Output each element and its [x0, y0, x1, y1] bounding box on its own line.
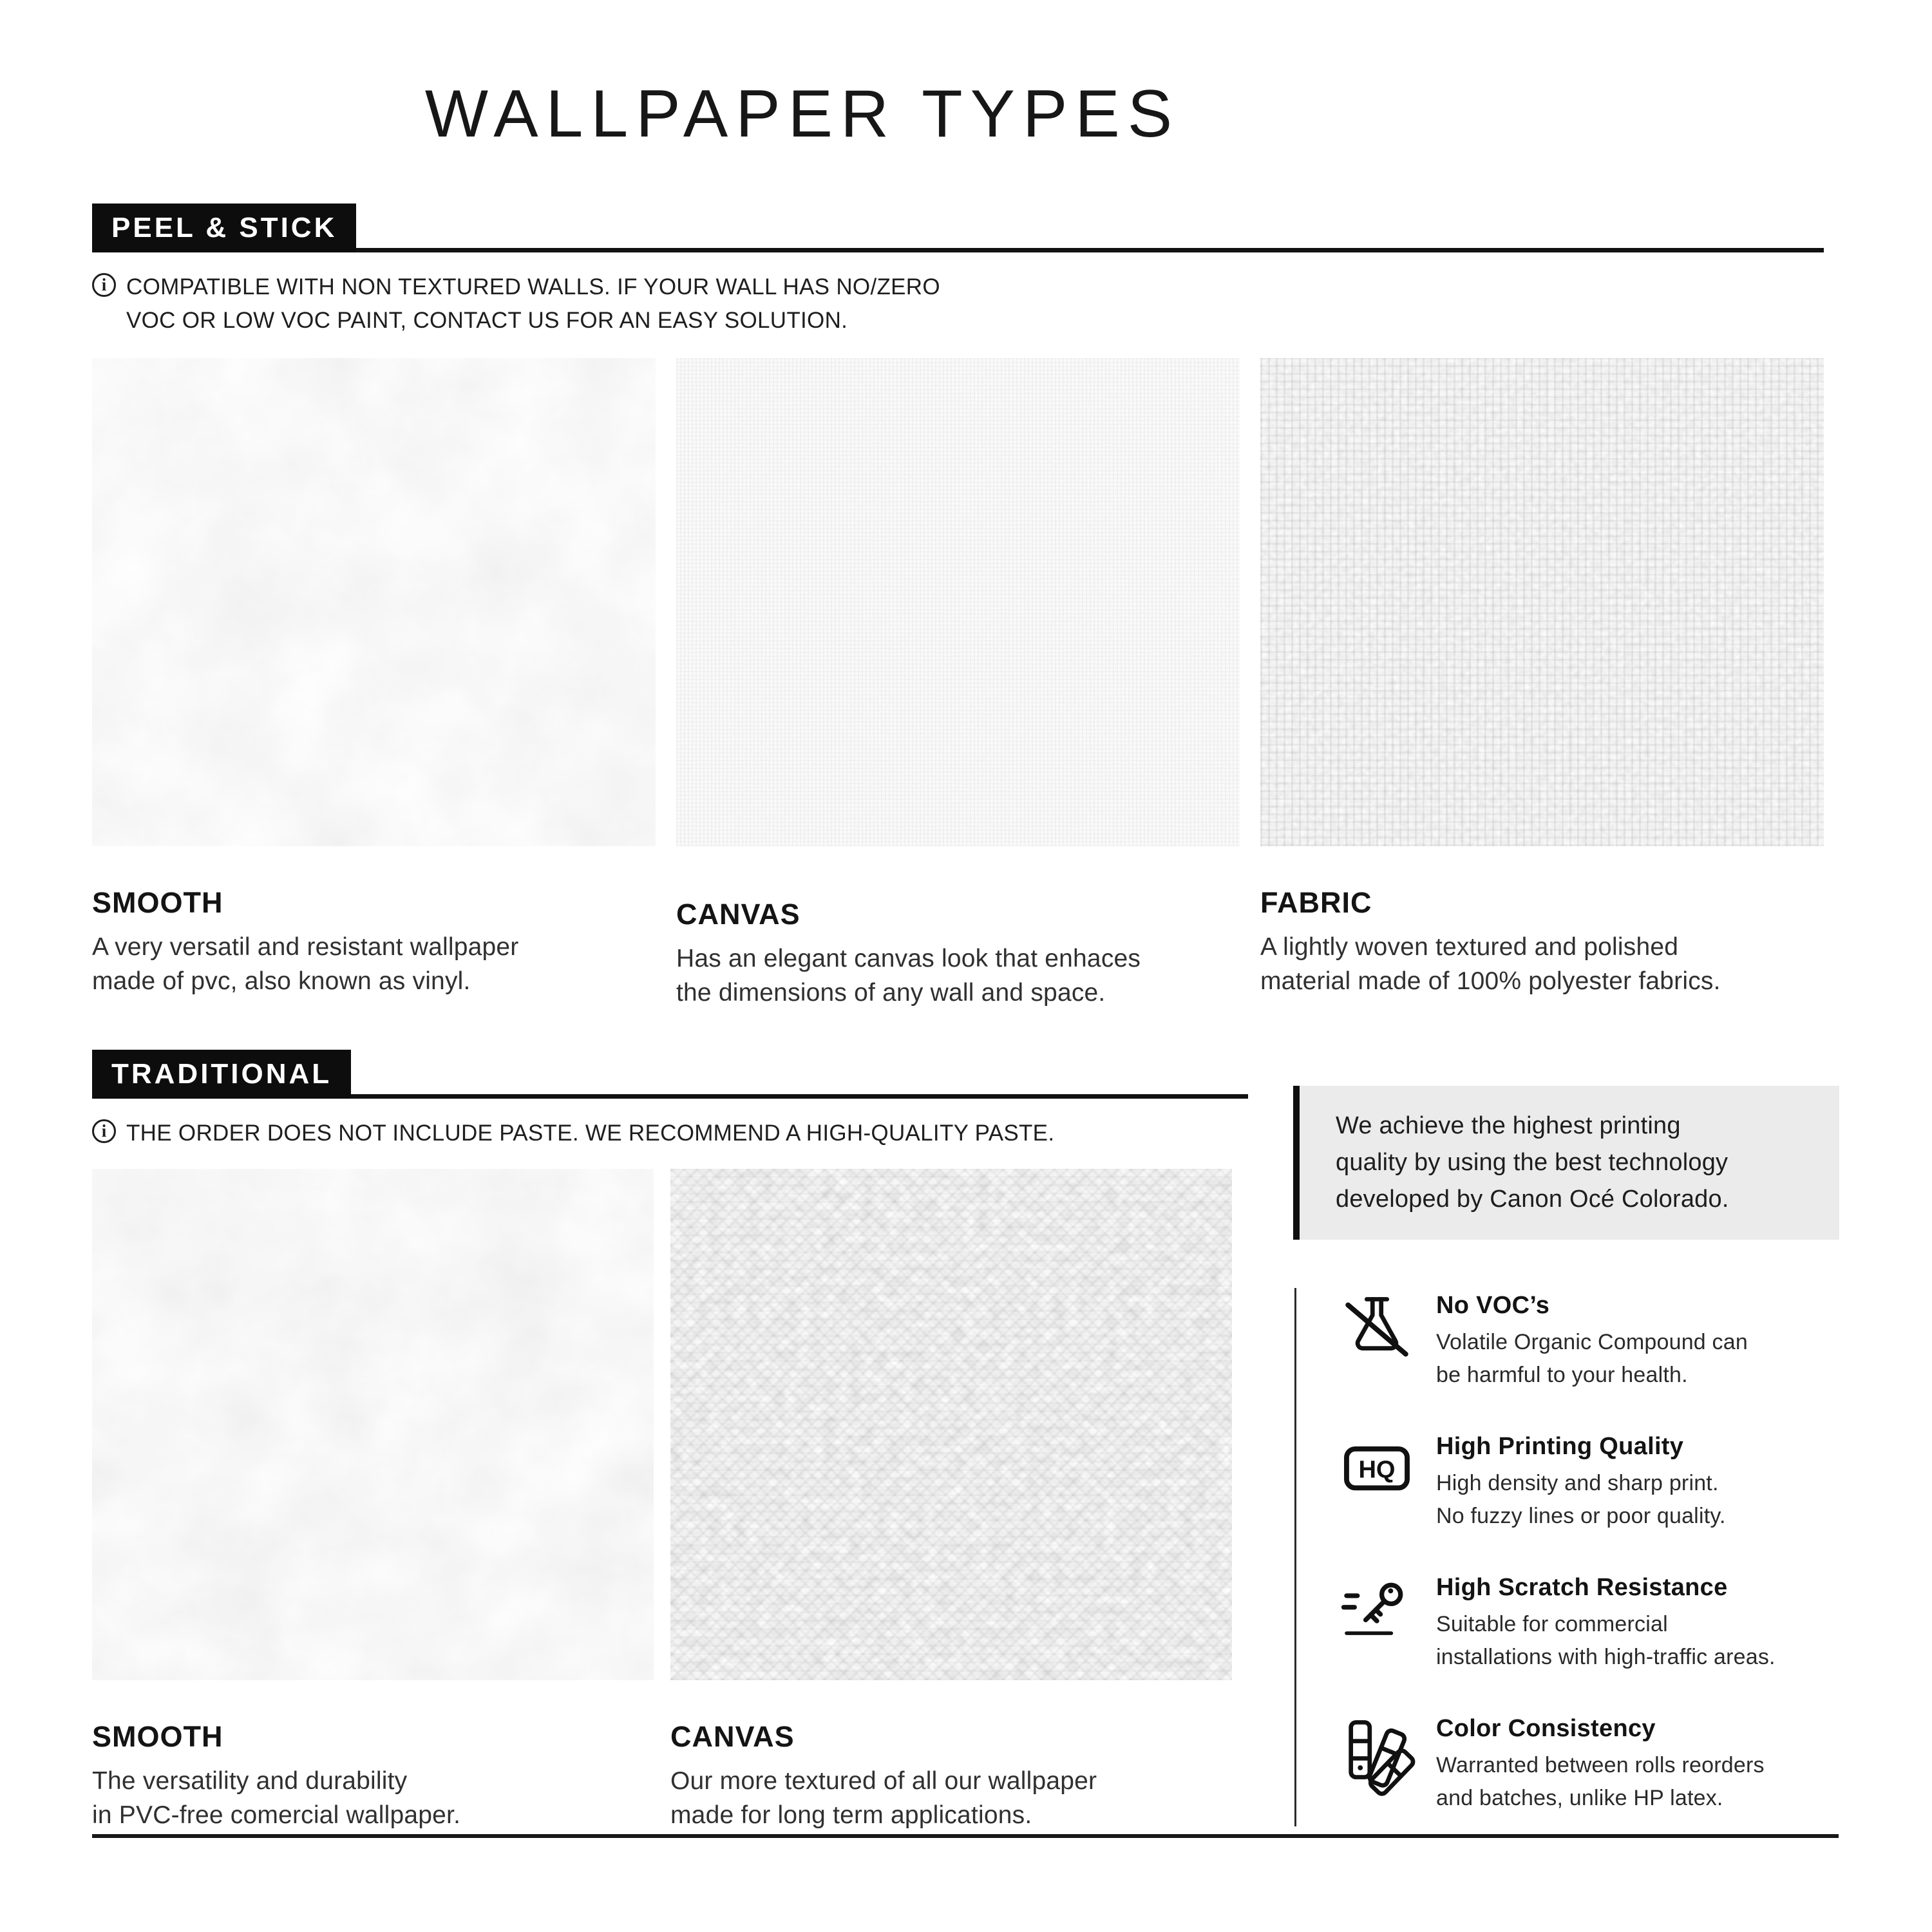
page-title: WALLPAPER TYPES: [424, 77, 1180, 151]
feature-row-high-printing-quality: [1341, 1432, 1856, 1533]
swatch-figure-trad-canvas: [670, 1169, 1232, 1832]
description-line: the dimensions of any wall and space.: [676, 978, 1106, 1007]
description-line: made of pvc, also known as vinyl.: [92, 967, 471, 995]
feature-text: [1436, 1714, 1765, 1815]
feature-text: [1436, 1573, 1776, 1674]
swatch-figure-peel-fabric: [1260, 358, 1824, 1010]
swatch-name: CANVAS: [670, 1720, 795, 1753]
swatch-figure-trad-smooth: [92, 1169, 654, 1832]
feature-detail-line: installations with high-traffic areas.: [1436, 1645, 1776, 1669]
hq-badge-icon: [1341, 1432, 1413, 1504]
description-line: A lightly woven textured and polished: [1260, 933, 1679, 961]
traditional-note: [92, 1117, 1251, 1150]
section-label-peel-stick: PEEL & STICK: [92, 204, 356, 252]
feature-detail-line: and batches, unlike HP latex.: [1436, 1786, 1723, 1810]
info-icon: i: [92, 1119, 116, 1143]
description-line: in PVC-free comercial wallpaper.: [92, 1801, 461, 1829]
section-label-traditional: TRADITIONAL: [92, 1050, 351, 1099]
swatch-name: FABRIC: [1260, 886, 1372, 919]
smooth-paper-texture-sample: [92, 1169, 654, 1680]
rough-canvas-texture-sample: [670, 1169, 1232, 1680]
quality-note-panel: [1293, 1086, 1839, 1240]
description-line: A very versatil and resistant wallpaper: [92, 933, 519, 961]
color-swatches-icon: [1341, 1714, 1413, 1786]
section-header-peel-stick: [92, 204, 1824, 252]
quality-note-text: [1300, 1086, 1839, 1240]
feature-title: High Scratch Resistance: [1436, 1574, 1728, 1601]
feature-detail-line: be harmful to your health.: [1436, 1363, 1688, 1387]
scratch-key-icon: [1341, 1573, 1413, 1645]
peel-stick-note: [92, 270, 1187, 337]
feature-text: [1436, 1291, 1748, 1392]
swatch-figure-peel-canvas: [676, 358, 1240, 1010]
feature-row-color-consistency: [1341, 1714, 1856, 1815]
swatch-figure-peel-smooth: [92, 358, 656, 1010]
quality-accent-bar: [1293, 1086, 1300, 1240]
note-line: COMPATIBLE WITH NON TEXTURED WALLS. IF YOUR WALL HAS NO/ZERO: [126, 274, 940, 299]
traditional-swatch-grid: [92, 1169, 1232, 1832]
no-voc-flask-icon: [1341, 1291, 1413, 1363]
swatch-description: [1260, 930, 1824, 998]
quality-note-line: developed by Canon Océ Colorado.: [1336, 1186, 1729, 1213]
description-line: The versatility and durability: [92, 1766, 408, 1795]
quality-note-line: quality by using the best technology: [1336, 1149, 1728, 1176]
smooth-vinyl-texture-sample: [92, 358, 656, 846]
feature-text: [1436, 1432, 1726, 1533]
feature-detail: [1436, 1326, 1748, 1392]
feature-detail: [1436, 1608, 1776, 1674]
swatch-description: [92, 1764, 654, 1832]
peel-stick-swatch-grid: [92, 358, 1824, 1010]
note-line: VOC OR LOW VOC PAINT, CONTACT US FOR AN EASY SOLUTION.: [126, 307, 848, 333]
bottom-rule: [92, 1834, 1839, 1838]
swatch-description: [676, 942, 1240, 1010]
info-icon: i: [92, 273, 116, 297]
feature-title: High Printing Quality: [1436, 1433, 1684, 1460]
feature-title: Color Consistency: [1436, 1715, 1656, 1742]
note-text: [126, 1117, 1054, 1150]
swatch-name: SMOOTH: [92, 1720, 223, 1753]
description-line: Has an elegant canvas look that enhaces: [676, 944, 1141, 972]
quality-note-line: We achieve the highest printing: [1336, 1112, 1681, 1139]
description-line: material made of 100% polyester fabrics.: [1260, 967, 1721, 995]
canvas-weave-texture-sample: [676, 358, 1240, 846]
feature-detail-line: No fuzzy lines or poor quality.: [1436, 1504, 1726, 1528]
feature-detail-line: Suitable for commercial: [1436, 1612, 1668, 1636]
swatch-description: [92, 930, 656, 998]
feature-detail-line: Warranted between rolls reorders: [1436, 1753, 1765, 1777]
feature-detail-line: Volatile Organic Compound can: [1436, 1330, 1748, 1354]
feature-row-high-scratch-resistance: [1341, 1573, 1856, 1674]
section-header-traditional: [92, 1050, 1248, 1099]
swatch-name: CANVAS: [676, 898, 800, 931]
description-line: made for long term applications.: [670, 1801, 1032, 1829]
note-text: [126, 270, 940, 337]
feature-title: No VOC’s: [1436, 1292, 1550, 1319]
description-line: Our more textured of all our wallpaper: [670, 1766, 1097, 1795]
sidebar-divider: [1294, 1288, 1296, 1826]
feature-detail: [1436, 1467, 1726, 1533]
woven-fabric-texture-sample: [1260, 358, 1824, 846]
note-line: THE ORDER DOES NOT INCLUDE PASTE. WE RECOMMEND A HIGH-QUALITY PASTE.: [126, 1121, 1055, 1146]
feature-detail-line: High density and sharp print.: [1436, 1471, 1719, 1495]
swatch-name: SMOOTH: [92, 886, 223, 919]
feature-list: [1341, 1291, 1856, 1855]
svg-text:HQ: HQ: [1358, 1456, 1396, 1484]
swatch-description: [670, 1764, 1232, 1832]
feature-row-no-voc: [1341, 1291, 1856, 1392]
feature-detail: [1436, 1749, 1765, 1815]
